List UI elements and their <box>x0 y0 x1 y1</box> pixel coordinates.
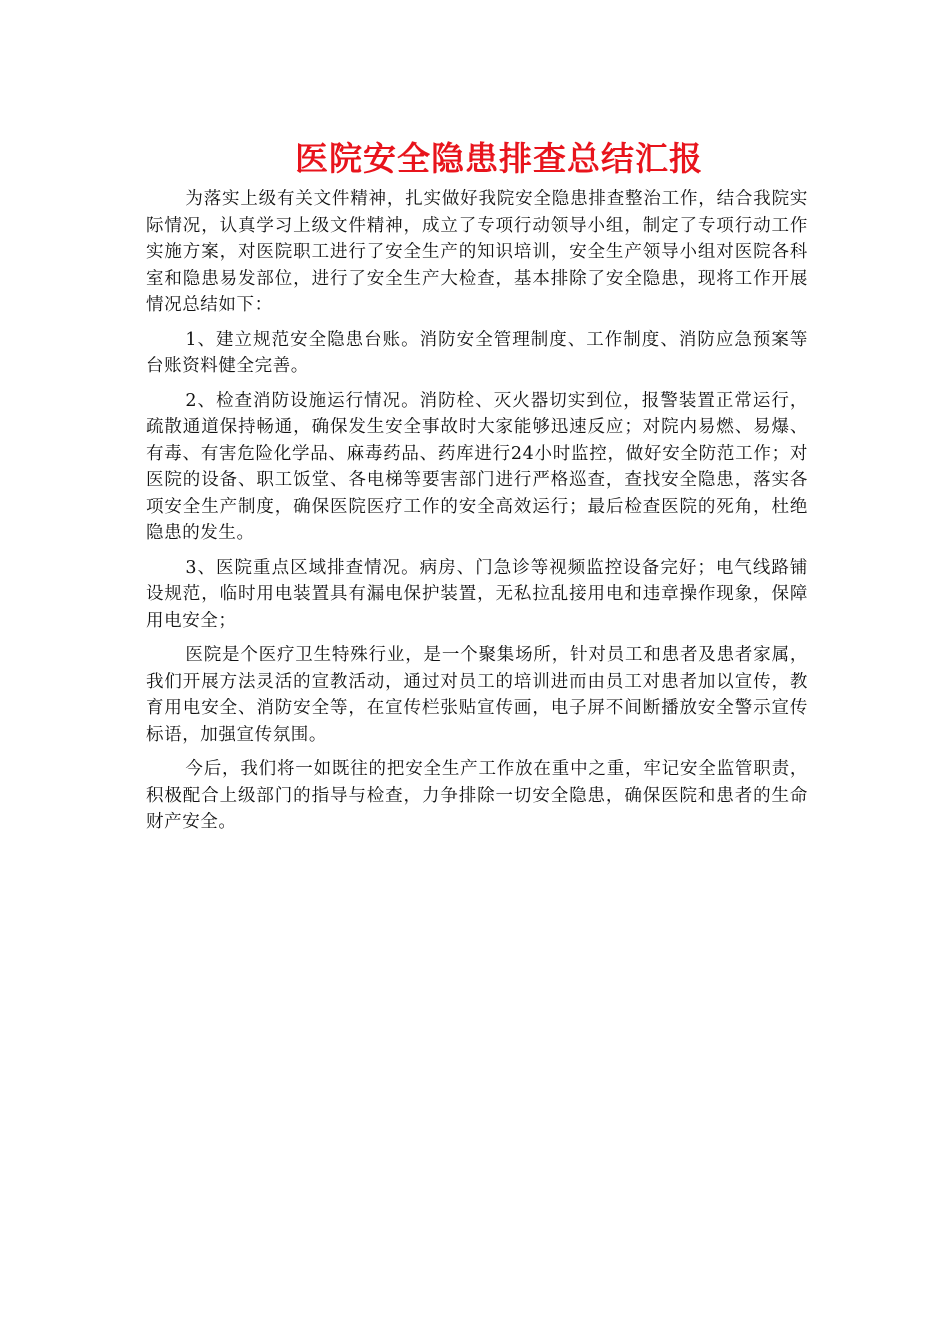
document-body <box>146 186 808 844</box>
paragraph-item-2: 2、检查消防设施运行情况。消防栓、灭火器切实到位，报警装置正常运行，疏散通道保持畅通，确保发生安全事故时大家能够迅速反应；对院内易燃、易爆、有毒、有害危险化学品、麻毒药品、药库进行24小时监控，做好安全防范工作；对医院的设备、职工饭堂、各电梯等要害部门进行严格巡查，查找安全隐患，落实各项安全生产制度，确保医院医疗工作的安全高效运行；最后检查医院的死角，杜绝隐患的发生。 <box>146 390 808 543</box>
paragraph-publicity: 医院是个医疗卫生特殊行业，是一个聚集场所，针对员工和患者及患者家属，我们开展方法灵活的宣教活动，通过对员工的培训进而由员工对患者加以宣传，教育用电安全、消防安全等，在宣传栏张贴宣传画，电子屏不间断播放安全警示宣传标语，加强宣传氛围。 <box>146 645 808 745</box>
paragraph-item-3: 3、医院重点区域排查情况。病房、门急诊等视频监控设备完好；电气线路铺设规范，临时用电装置具有漏电保护装置，无私拉乱接用电和违章操作现象，保障用电安全； <box>146 557 808 631</box>
paragraph-item-1: 1、建立规范安全隐患台账。消防安全管理制度、工作制度、消防应急预案等台账资料健全完善。 <box>146 329 808 376</box>
document-title: 医院安全隐患排查总结汇报 <box>295 139 703 178</box>
paragraph-conclusion: 今后，我们将一如既往的把安全生产工作放在重中之重，牢记安全监管职责，积极配合上级部门的指导与检查，力争排除一切安全隐患，确保医院和患者的生命财产安全。 <box>146 759 808 832</box>
paragraph-intro: 为落实上级有关文件精神，扎实做好我院安全隐患排查整治工作，结合我院实际情况，认真学习上级文件精神，成立了专项行动领导小组，制定了专项行动工作实施方案，对医院职工进行了安全生产的知识培训，安全生产领导小组对医院各科室和隐患易发部位，进行了安全生产大检查，基本排除了安全隐患，现将工作开展情况总结如下： <box>146 189 808 315</box>
